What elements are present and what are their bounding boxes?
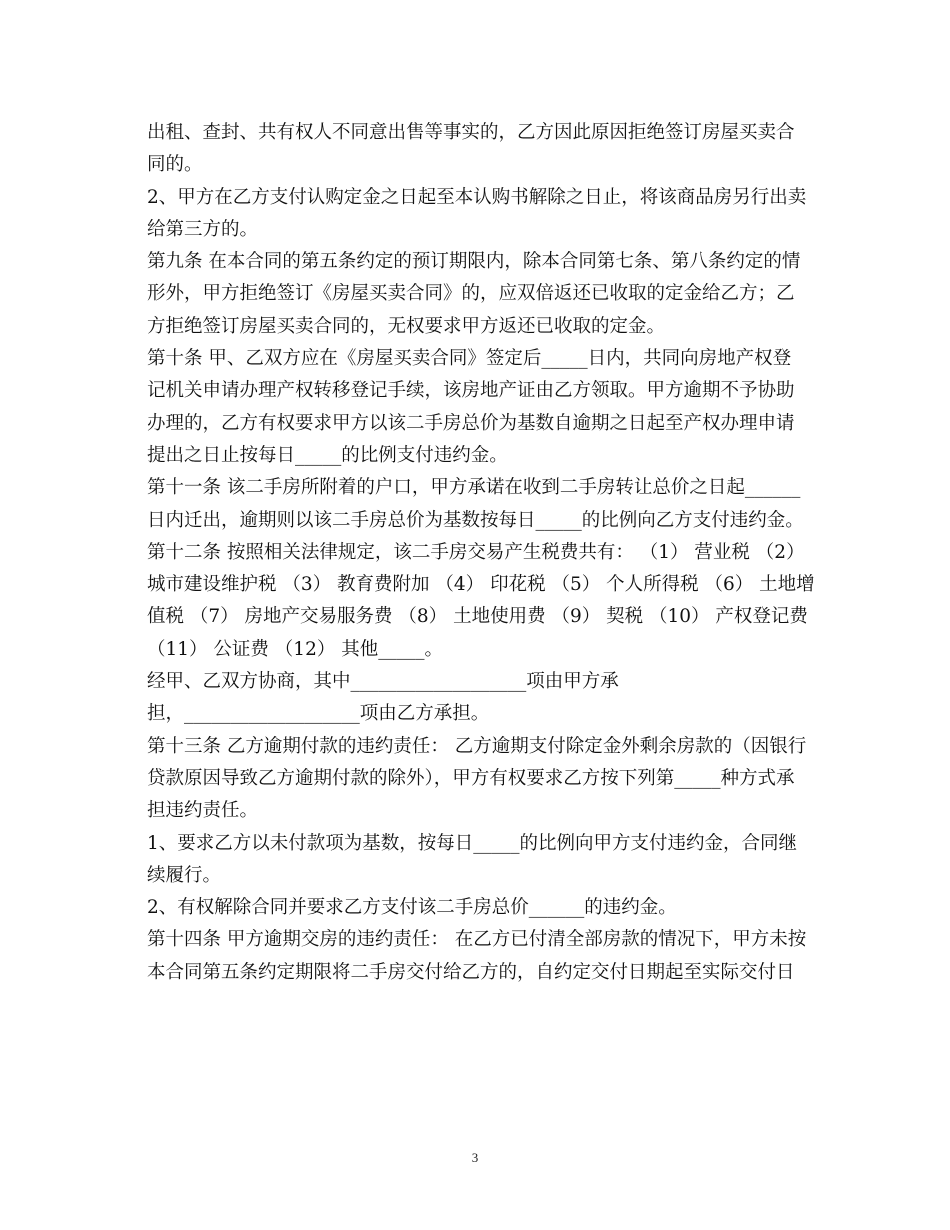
text-line: 记机关申请办理产权转移登记手续，该房地产证由乙方领取。甲方逾期不予协助 [147,380,795,402]
text-line: 值税 （7） 房地产交易服务费 （8） 土地使用费 （9） 契税 （10） 产权登记费 [147,606,808,628]
text-line: 第十一条 该二手房所附着的户口，甲方承诺在收到二手房转让总价之日起______ [147,477,801,499]
page-number: 3 [471,1150,479,1165]
text-line: 贷款原因导致乙方逾期付款的除外），甲方有权要求乙方按下列第_____种方式承 [147,767,795,789]
document-body [147,117,815,989]
text-line: 2、有权解除合同并要求乙方支付该二手房总价______的违约金。 [147,897,677,919]
text-line: 第十二条 按照相关法律规定，该二手房交易产生税费共有： （1） 营业税 （2） [147,541,805,563]
text-line: 担，___________________项由乙方承担。 [147,703,490,725]
text-line: 本合同第五条约定期限将二手房交付给乙方的，自约定交付日期起至实际交付日 [147,961,795,983]
text-line: 2、甲方在乙方支付认购定金之日起至本认购书解除之日止，将该商品房另行出卖 [147,186,807,208]
text-line: 第十四条 甲方逾期交房的违约责任： 在乙方已付清全部房款的情况下，甲方未按 [147,929,807,951]
text-line: 日内迁出，逾期则以该二手房总价为基数按每日_____的比例向乙方支付违约金。 [147,509,804,531]
text-line: 出租、查封、共有权人不同意出售等事实的，乙方因此原因拒绝签订房屋买卖合 [147,122,795,143]
text-line: 担违约责任。 [147,800,259,822]
text-line: 第九条 在本合同的第五条约定的预订期限内，除本合同第七条、第八条约定的情 [147,251,801,273]
text-line: 第十条 甲、乙双方应在《房屋买卖合同》签定后_____日内，共同向房地产权登 [147,348,792,370]
text-line: 方拒绝签订房屋买卖合同的，无权要求甲方返还已收取的定金。 [147,315,666,337]
text-line: 同的。 [147,154,203,176]
text-line: 经甲、乙双方协商，其中___________________项由甲方承 [147,671,619,693]
text-line: 续履行。 [147,864,222,886]
text-line: 给第三方的。 [147,218,259,240]
text-line: 提出之日止按每日_____的比例支付违约金。 [147,444,508,466]
text-line: 第十三条 乙方逾期付款的违约责任： 乙方逾期支付除定金外剩余房款的（因银行 [147,735,807,757]
text-line: （11） 公证费 （12） 其他_____。 [147,638,443,660]
text-line: 办理的，乙方有权要求甲方以该二手房总价为基数自逾期之日起至产权办理申请 [147,412,795,434]
text-line: 形外，甲方拒绝签订《房屋买卖合同》的，应双倍返还已收取的定金给乙方；乙 [147,283,795,305]
text-line: 城市建设维护税 （3） 教育费附加 （4） 印花税 （5） 个人所得税 （6） 土地增 [147,574,815,596]
text-line: 1、要求乙方以未付款项为基数，按每日_____的比例向甲方支付违约金，合同继 [147,832,798,854]
